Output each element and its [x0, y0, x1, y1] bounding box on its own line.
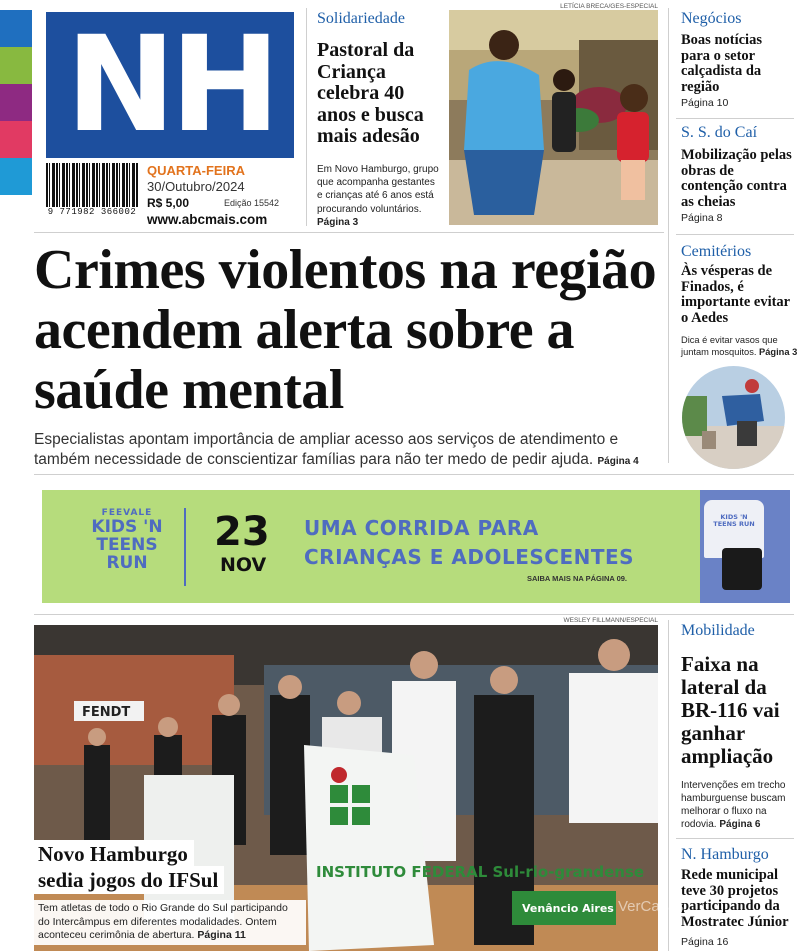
event-logo: [72, 508, 182, 572]
divider: [34, 232, 664, 233]
watermark: VerCapas: [618, 898, 684, 915]
story-headline-mostratec[interactable]: Rede municipal teve 30 projetos participando da Mostratec Júnior: [681, 867, 789, 930]
story-photo-cemetery[interactable]: [682, 366, 785, 469]
newspaper-logo[interactable]: NH: [46, 12, 294, 158]
stripe-block: [0, 84, 32, 121]
photo-credit: WESLEY FILLMANN/ESPECIAL: [563, 617, 658, 624]
ad-banner-kids-teens-run[interactable]: [42, 490, 790, 603]
story-headline-pastoral[interactable]: Pastoral da Criança celebra 40 anos e busca mais adesão: [317, 39, 424, 147]
page-reference: Página 4: [597, 456, 639, 467]
story-summary-text: Dica é evitar vasos que juntam mosquitos.: [681, 335, 778, 357]
story-summary-finados: [681, 334, 799, 358]
tshirt-print: KIDS 'N TEENS RUN: [713, 513, 755, 528]
story-headline-ifsul[interactable]: Novo Hamburgo: [34, 840, 194, 868]
event-month: NOV: [220, 554, 267, 576]
main-deck-text: Especialistas apontam importância de ampliar acesso aos serviços de atendimento e também necessidade de conscientizar famílias para não ter medo de pedir ajuda.: [34, 431, 619, 468]
section-label-mobilidade: Mobilidade: [681, 622, 755, 639]
photo-illustration: [682, 366, 785, 469]
divider: [306, 8, 307, 226]
page-reference: Página 10: [681, 97, 729, 109]
story-summary-ifsul: [34, 900, 306, 945]
section-label-novo-hamburgo: N. Hamburgo: [681, 846, 769, 863]
section-label-negocios: Negócios: [681, 10, 742, 27]
page-reference: Página 11: [197, 929, 246, 942]
divider: [676, 838, 794, 839]
wall-sign-text: FENDT: [82, 705, 131, 720]
page-reference: Página 3: [317, 216, 359, 228]
stripe-block: [0, 121, 32, 158]
banner-divider: [184, 508, 186, 586]
main-deck: [34, 430, 662, 472]
divider: [676, 118, 794, 119]
section-label-cemiterios: Cemitérios: [681, 243, 752, 260]
event-name-line: RUN: [106, 553, 148, 573]
main-headline[interactable]: Crimes violentos na região acendem alerta sobre a saúde mental: [34, 239, 657, 421]
story-summary-pastoral: [317, 163, 443, 229]
story-summary-br116: [681, 779, 799, 831]
stripe-block: [0, 158, 32, 195]
event-day: 23: [214, 509, 270, 555]
divider: [668, 8, 669, 463]
photo-illustration: [449, 10, 658, 225]
barcode: [46, 163, 138, 220]
event-name-line: TEENS: [96, 535, 158, 555]
barcode-number: 9 771982 366002: [47, 207, 137, 217]
photo-credit: LETÍCIA BRECA/GES-ESPECIAL: [560, 3, 658, 10]
story-headline-ifsul[interactable]: sedia jogos do IFSul: [34, 866, 224, 894]
story-headline-finados[interactable]: Às vésperas de Finados, é importante evitar o Aedes: [681, 263, 790, 326]
page-reference: Página 3: [759, 347, 798, 357]
website-link[interactable]: www.abcmais.com: [147, 212, 268, 227]
issue-date: 30/Outubro/2024: [147, 179, 245, 194]
event-name-line: KIDS 'N: [91, 517, 163, 537]
bag-icon: [722, 548, 762, 590]
story-summary-text: Em Novo Hamburgo, grupo que acompanha gestantes e crianças até 6 anos está procurando voluntários.: [317, 164, 439, 215]
divider: [34, 614, 794, 615]
event-slogan: [304, 514, 634, 572]
event-more-info: SAIBA MAIS NA PÁGINA 09.: [527, 574, 628, 583]
divider: [34, 474, 794, 475]
event-sponsor: FEEVALE: [101, 508, 153, 518]
story-summary-text: Intervenções em trecho hamburguense buscam melhorar o fluxo na rodovia.: [681, 780, 786, 830]
story-headline-negocios[interactable]: Boas notícias para o setor calçadista da região: [681, 32, 762, 95]
page-reference: Página 6: [719, 819, 761, 830]
story-headline-br116[interactable]: Faixa na lateral da BR-116 vai ganhar ampliação: [681, 652, 780, 768]
stripe-block: [0, 10, 32, 47]
edition-number: Edição 15542: [224, 198, 280, 208]
slogan-line: UMA CORRIDA PARA: [304, 516, 539, 540]
story-headline-cai[interactable]: Mobilização pelas obras de contenção contra as cheias: [681, 147, 792, 210]
section-label-solidariedade: Solidariedade: [317, 10, 405, 27]
barcode-bars: [46, 163, 138, 207]
page-reference: Página 16: [681, 936, 729, 948]
flag-text: INSTITUTO FEDERAL Sul-rio-grandense: [316, 863, 645, 881]
story-summary-text: Tem atletas de todo o Rio Grande do Sul participando do Intercâmpus em diferentes modalidades. Ontem aconteceu cerimônia de abertura.: [38, 902, 288, 942]
slogan-line: CRIANÇAS E ADOLESCENTES: [304, 545, 635, 569]
section-label-sao-sebastiao: S. S. do Caí: [681, 124, 758, 141]
divider: [676, 234, 794, 235]
page-reference: Página 8: [681, 212, 723, 224]
weekday: QUARTA-FEIRA: [147, 163, 245, 178]
price: R$ 5,00: [147, 196, 190, 210]
sign-text: Venâncio Aires: [522, 902, 614, 915]
stripe-block: [0, 47, 32, 84]
story-photo-pastoral[interactable]: [449, 10, 658, 225]
